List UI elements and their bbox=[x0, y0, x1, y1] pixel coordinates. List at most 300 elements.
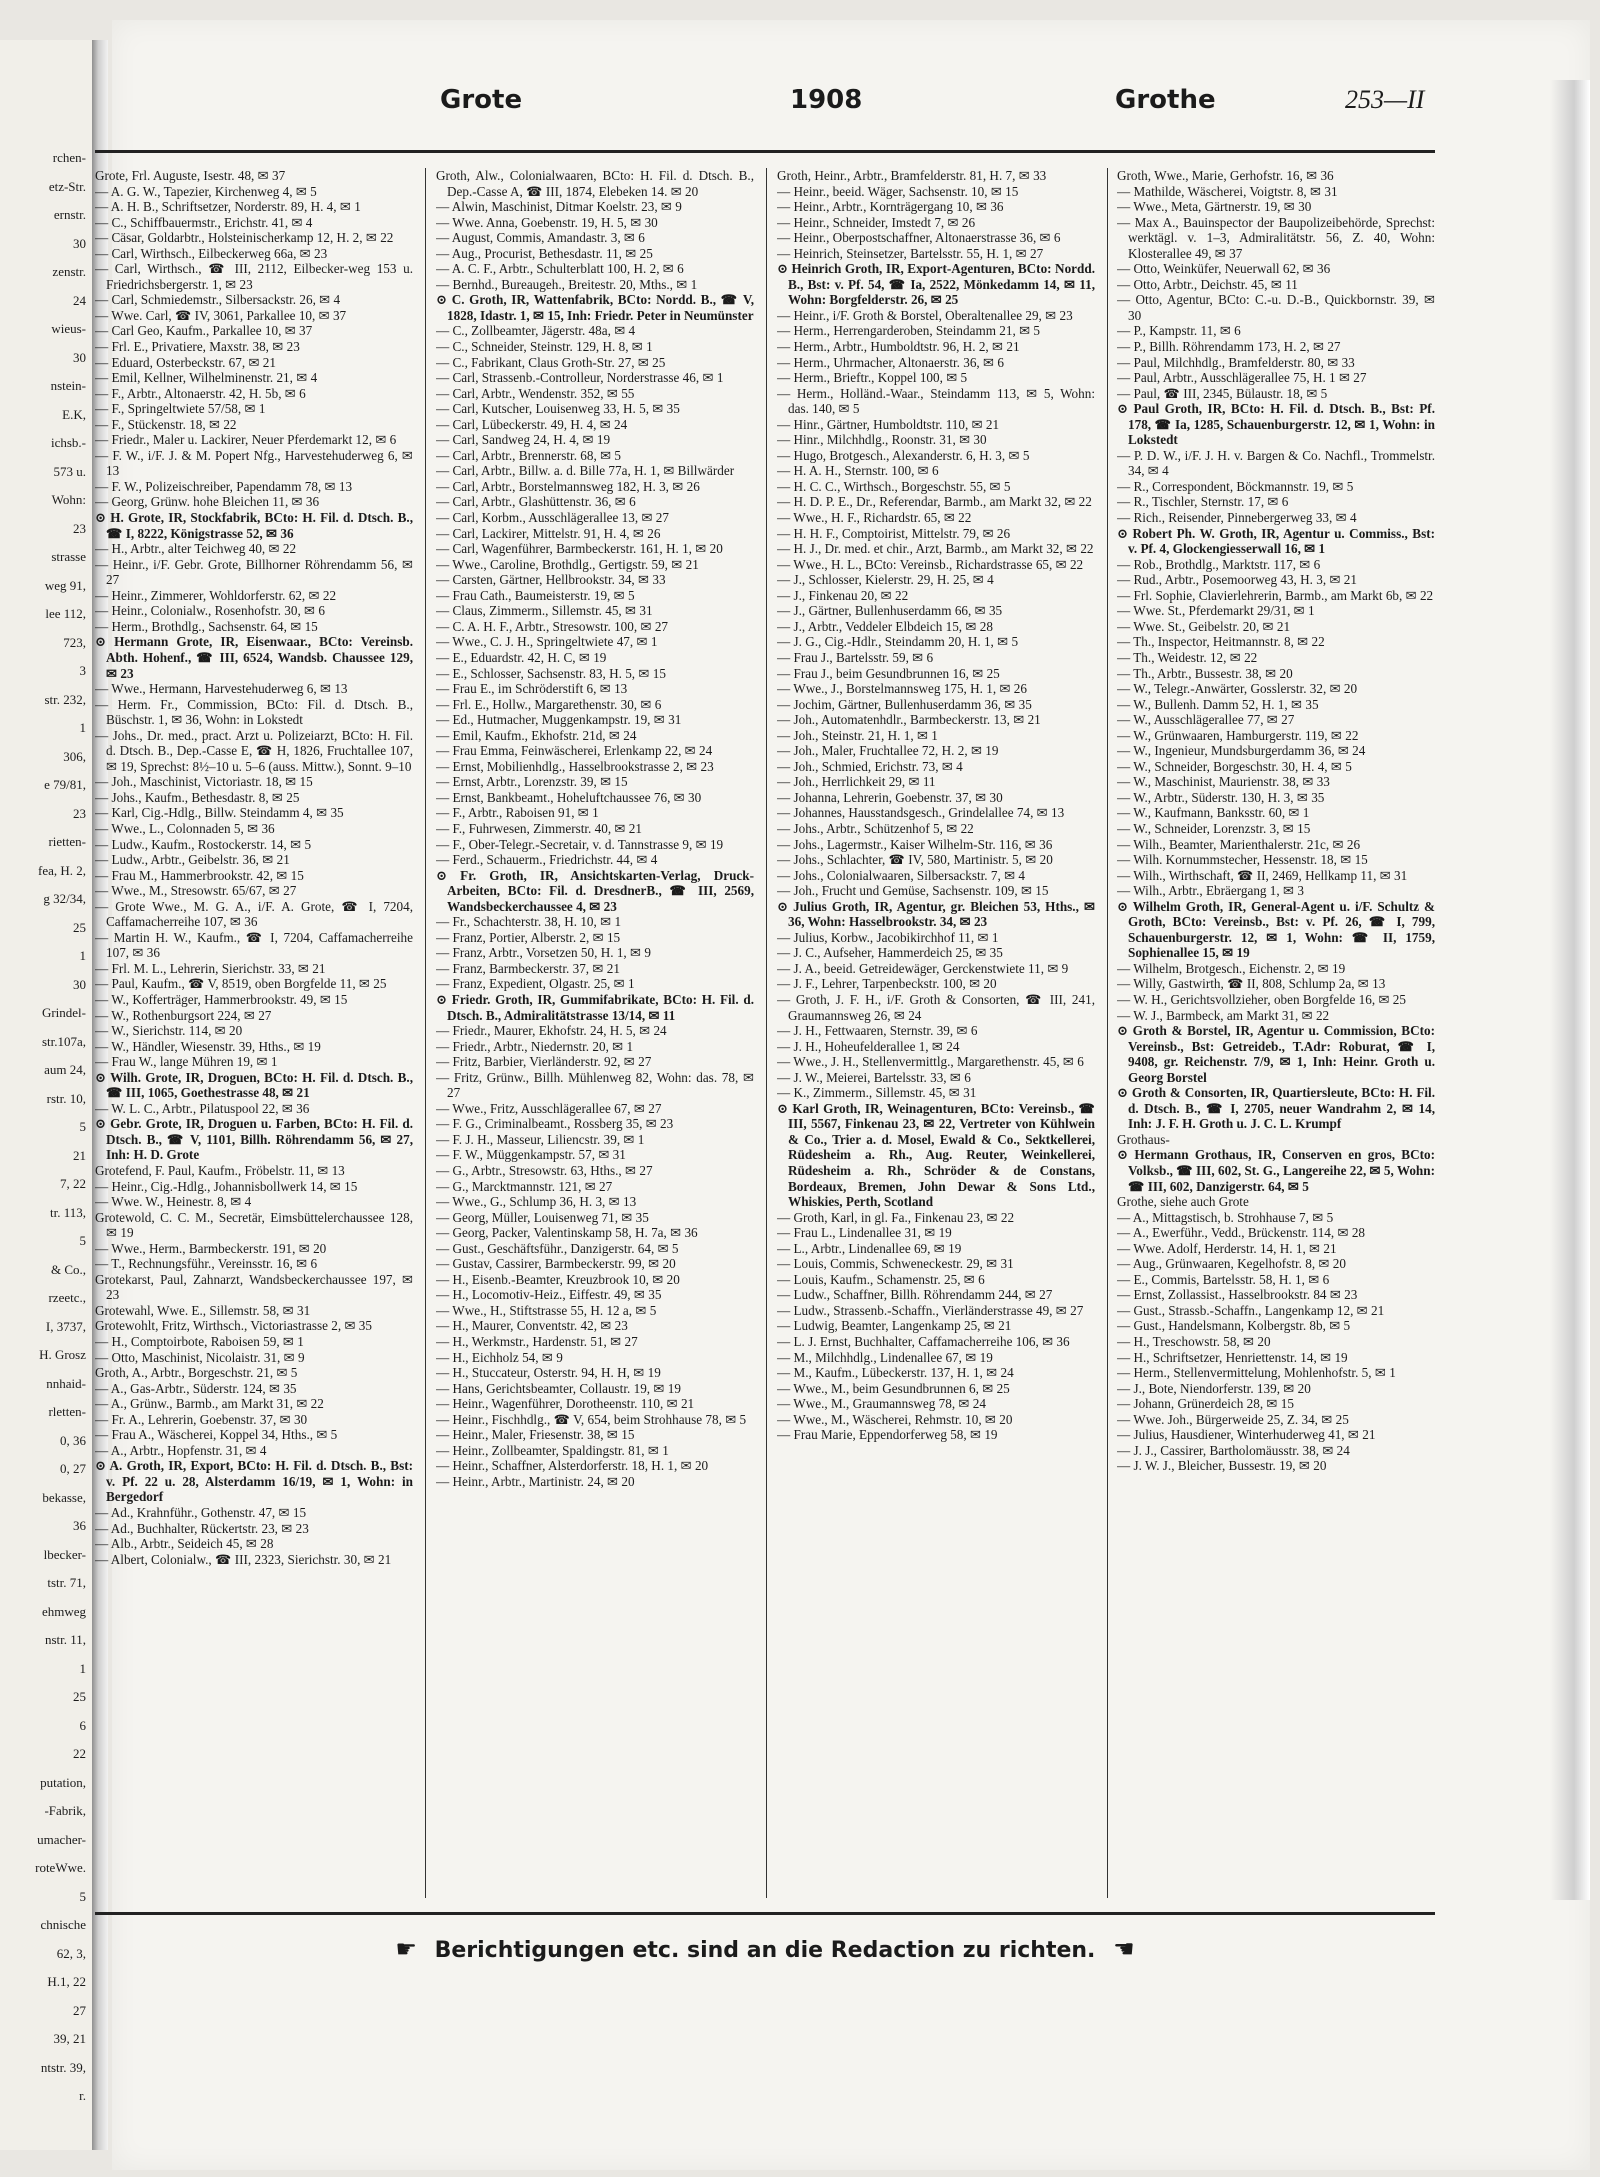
left-page-fragment: lbecker- bbox=[43, 1546, 86, 1562]
left-page-fragment: 36 bbox=[73, 1518, 86, 1533]
directory-entry: — Johs., Dr. med., pract. Arzt u. Polizeiarzt, BCto: H. Fil. d. Dtsch. B., Dep.-Casse E, ☎ H, 1826, Fruchtallee 107, ✉ 19, Sprechst: 8½–10 u. 5–6 (auss. Mittw.), Sonnt. 9–10 bbox=[95, 727, 413, 774]
directory-entry: — Albert, Colonialw., ☎ III, 2323, Sierichstr. 30, ✉ 21 bbox=[95, 1551, 392, 1567]
directory-entry: — Georg, Grünw. hohe Bleichen 11, ✉ 36 bbox=[95, 494, 320, 510]
left-page-fragment: 5 bbox=[79, 1888, 86, 1904]
directory-entry: — Ludw., Strassenb.-Schaffn., Vierländerstrasse 49, ✉ 27 bbox=[777, 1302, 1084, 1318]
directory-entry: — Aug., Grünwaaren, Kegelhofstr. 8, ✉ 20 bbox=[1117, 1256, 1346, 1272]
directory-entry: — Wwe., Meta, Gärtnerstr. 19, ✉ 30 bbox=[1117, 199, 1312, 215]
header-year: 1908 bbox=[790, 85, 863, 115]
directory-entry: — Gust., Geschäftsführ., Danzigerstr. 64, ✉ 5 bbox=[436, 1240, 679, 1256]
directory-entry: — Wwe. Adolf, Herderstr. 14, H. 1, ✉ 21 bbox=[1117, 1240, 1337, 1256]
column-divider bbox=[766, 168, 767, 1898]
directory-entry: — Martin H. W., Kaufm., ☎ I, 7204, Caffamacherreihe 107, ✉ 36 bbox=[95, 929, 413, 961]
directory-entry: — H., Maurer, Conventstr. 42, ✉ 23 bbox=[436, 1318, 628, 1334]
directory-entry: — Julius, Korbw., Jacobikirchhof 11, ✉ 1 bbox=[777, 929, 999, 945]
directory-entry: — Carl, Arbtr., Billw. a. d. Bille 77a, H. 1, ✉ Billwärder bbox=[436, 463, 735, 479]
column-3 bbox=[777, 168, 1095, 1906]
directory-entry: — H., Eichholz 54, ✉ 9 bbox=[436, 1349, 563, 1365]
directory-entry: — Carl, Lübeckerstr. 49, H. 4, ✉ 24 bbox=[436, 416, 628, 432]
directory-entry: — R., Correspondent, Böckmannstr. 19, ✉ 5 bbox=[1117, 478, 1354, 494]
directory-entry: — Wwe., L., Colonnaden 5, ✉ 36 bbox=[95, 820, 275, 836]
directory-entry: — Carl, Wagenführer, Barmbeckerstr. 161, H. 1, ✉ 20 bbox=[436, 541, 723, 557]
directory-entry: ⊙ Groth & Borstel, IR, Agentur u. Commission, BCto: Vereinsb., Bst: Getreideb., T.Adr: Roburat, ☎ I, 9408, gr. Reichenstr. 7/9, ✉ 1, Inh: Heinr. Groth u. Georg Borstel bbox=[1117, 1023, 1435, 1085]
directory-entry: — Wwe., M., Graumannsweg 78, ✉ 24 bbox=[777, 1396, 986, 1412]
directory-entry: — W., Schneider, Borgeschstr. 30, H. 4, ✉ 5 bbox=[1117, 758, 1352, 774]
directory-entry: — Th., Inspector, Heitmannstr. 8, ✉ 22 bbox=[1117, 634, 1325, 650]
directory-entry: — R., Tischler, Sternstr. 17, ✉ 6 bbox=[1117, 494, 1289, 510]
directory-entry: Grotewold, C. C. M., Secretär, Eimsbüttelerchaussee 128, ✉ 19 bbox=[95, 1209, 413, 1241]
directory-entry: — Hinr., Milchhdlg., Roonstr. 31, ✉ 30 bbox=[777, 432, 987, 448]
left-page-fragment: 23 bbox=[73, 520, 86, 536]
directory-entry: — C., Schiffbauermstr., Erichstr. 41, ✉ 4 bbox=[95, 214, 313, 230]
directory-entry: — A., Ewerführ., Vedd., Brückenstr. 114, ✉ 28 bbox=[1117, 1225, 1366, 1241]
directory-entry: — Hugo, Brotgesch., Alexanderstr. 6, H. 3, ✉ 5 bbox=[777, 447, 1030, 463]
directory-entry: — Franz, Arbtr., Vorsetzen 50, H. 1, ✉ 9 bbox=[436, 945, 651, 961]
left-page-fragment: 5 bbox=[79, 1119, 86, 1134]
directory-entry: — Frl. Sophie, Clavierlehrerin, Barmb., am Markt 6b, ✉ 22 bbox=[1117, 587, 1434, 603]
left-page-fragment: 62, 3, bbox=[56, 1945, 86, 1961]
left-page-fragment: tstr. 71, bbox=[47, 1575, 86, 1590]
directory-entry: — J. C., Aufseher, Hammerdeich 25, ✉ 35 bbox=[777, 945, 1003, 961]
directory-entry: — J., Arbtr., Veddeler Elbdeich 15, ✉ 28 bbox=[777, 618, 993, 634]
directory-entry: — W., Kofferträger, Hammerbrookstr. 49, ✉ 15 bbox=[95, 991, 348, 1007]
directory-entry: — Grote Wwe., M. G. A., i/F. A. Grote, ☎ I, 7204, Caffamacherreihe 107, ✉ 36 bbox=[95, 898, 413, 930]
directory-entry: — Johs., Colonialwaaren, Silbersackstr. 7, ✉ 4 bbox=[777, 867, 1026, 883]
directory-entry: — Franz, Portier, Alberstr. 2, ✉ 15 bbox=[436, 929, 621, 945]
directory-entry: — Johann, Grünerdeich 28, ✉ 15 bbox=[1117, 1396, 1294, 1412]
directory-entry: — Wwe., G., Schlump 36, H. 3, ✉ 13 bbox=[436, 1194, 637, 1210]
directory-entry: — K., Zimmerm., Sillemstr. 45, ✉ 31 bbox=[777, 1085, 977, 1101]
left-page-fragment: strasse bbox=[51, 549, 86, 564]
directory-entry: — Wwe., Fritz, Ausschlägerallee 67, ✉ 27 bbox=[436, 1100, 662, 1116]
directory-entry: — A., Mittagstisch, b. Strohhause 7, ✉ 5 bbox=[1117, 1209, 1334, 1225]
footer-notice bbox=[95, 1935, 1435, 1963]
directory-entry: — Herm., Herrengarderoben, Steindamm 21, ✉ 5 bbox=[777, 323, 1041, 339]
directory-entry: — H., Arbtr., alter Teichweg 40, ✉ 22 bbox=[95, 541, 297, 557]
left-page-fragment: nnhaid- bbox=[46, 1375, 86, 1391]
pointing-hand-right-icon: ☛ bbox=[395, 1935, 417, 1963]
directory-entry: — Wwe., H. L., BCto: Vereinsb., Richardstrasse 65, ✉ 22 bbox=[777, 556, 1084, 572]
directory-entry: — Rob., Brothdlg., Marktstr. 117, ✉ 6 bbox=[1117, 556, 1321, 572]
directory-entry: — Joh., Herrlichkeit 29, ✉ 11 bbox=[777, 774, 936, 790]
directory-entry: — L., Arbtr., Lindenallee 69, ✉ 19 bbox=[777, 1240, 962, 1256]
directory-entry: — Bernhd., Bureaugeh., Breitestr. 20, Mths., ✉ 1 bbox=[436, 276, 698, 292]
left-page-fragment: H. Grosz bbox=[39, 1347, 86, 1362]
directory-entry: — E., Commis, Bartelsstr. 58, H. 1, ✉ 6 bbox=[1117, 1271, 1330, 1287]
left-page-fragment: 24 bbox=[73, 292, 86, 308]
directory-entry: — J. A., beeid. Getreidewäger, Gerckenstwiete 11, ✉ 9 bbox=[777, 960, 1069, 976]
left-page-fragment: aum 24, bbox=[44, 1062, 86, 1077]
directory-entry: — Ferd., Schauerm., Friedrichstr. 44, ✉ 4 bbox=[436, 852, 658, 868]
directory-entry: — Wwe. St., Pferdemarkt 29/31, ✉ 1 bbox=[1117, 603, 1315, 619]
directory-entry: ⊙ Wilh. Grote, IR, Droguen, BCto: H. Fil. d. Dtsch. B., ☎ III, 1065, Goethestrasse 48, ✉ 21 bbox=[95, 1069, 413, 1101]
directory-entry: ⊙ Hermann Grothaus, IR, Conserven en gros, BCto: Volksb., ☎ III, 602, St. G., Langereihe 22, ✉ 5, Wohn: ☎ III, 602, Danzigerstr. 64, ✉ 5 bbox=[1117, 1147, 1435, 1194]
directory-entry: — W., Telegr.-Anwärter, Gosslerstr. 32, ✉ 20 bbox=[1117, 681, 1358, 697]
directory-entry: — Alb., Arbtr., Seideich 45, ✉ 28 bbox=[95, 1536, 274, 1552]
directory-entry: — Jochim, Gärtner, Bullenhuserdamm 36, ✉ 35 bbox=[777, 696, 1032, 712]
left-page-fragment: 6 bbox=[79, 1717, 86, 1733]
directory-entry: — Johs., Arbtr., Schützenhof 5, ✉ 22 bbox=[777, 820, 974, 836]
directory-entry: — Friedr., Arbtr., Niedernstr. 20, ✉ 1 bbox=[436, 1038, 634, 1054]
directory-entry: — Gustav, Cassirer, Barmbeckerstr. 99, ✉ 20 bbox=[436, 1256, 676, 1272]
header-right-keyword: Grothe bbox=[1115, 85, 1216, 115]
left-page-fragment: rchen- bbox=[52, 150, 86, 165]
directory-entry: — Heinr., i/F. Groth & Borstel, Oberaltenallee 29, ✉ 23 bbox=[777, 307, 1073, 323]
left-page-fragment: 30 bbox=[73, 349, 86, 365]
left-page-fragment: wieus- bbox=[51, 321, 86, 336]
left-page-fragment: weg 91, bbox=[44, 577, 86, 593]
directory-entry: — Frl. M. L., Lehrerin, Sierichstr. 33, ✉ 21 bbox=[95, 960, 326, 976]
directory-entry: — W., Maschinist, Maurienstr. 38, ✉ 33 bbox=[1117, 774, 1330, 790]
directory-entry: — Fritz, Barbier, Vierländerstr. 92, ✉ 27 bbox=[436, 1054, 652, 1070]
directory-entry: — Ernst, Bankbeamt., Hoheluftchaussee 76, ✉ 30 bbox=[436, 789, 702, 805]
directory-entry: — F. W., i/F. J. & M. Popert Nfg., Harvestehuderweg 6, ✉ 13 bbox=[95, 447, 413, 479]
directory-entry: — Otto, Agentur, BCto: C.-u. D.-B., Quickbornstr. 39, ✉ 30 bbox=[1117, 292, 1435, 323]
directory-entry: — H., Locomotiv-Heiz., Eiffestr. 49, ✉ 35 bbox=[436, 1287, 662, 1303]
left-page-fragment: ichsb.- bbox=[50, 435, 86, 450]
left-page-fragment: 21 bbox=[73, 1147, 86, 1163]
directory-entry: — Georg, Packer, Valentinskamp 58, H. 7a, ✉ 36 bbox=[436, 1225, 698, 1241]
directory-entry: — A., Arbtr., Hopfenstr. 31, ✉ 4 bbox=[95, 1442, 267, 1458]
directory-entry: — F., Stückenstr. 18, ✉ 22 bbox=[95, 416, 237, 432]
directory-entry: — Joh., Schmied, Erichstr. 73, ✉ 4 bbox=[777, 758, 963, 774]
directory-entry: — Joh., Automatenhdlr., Barmbeckerstr. 13, ✉ 21 bbox=[777, 712, 1041, 728]
directory-entry: — M., Milchhdlg., Lindenallee 67, ✉ 19 bbox=[777, 1349, 993, 1365]
directory-entry: — Gust., Handelsmann, Kolbergstr. 8b, ✉ 5 bbox=[1117, 1318, 1351, 1334]
left-page-fragment: 1 bbox=[79, 720, 86, 735]
directory-entry: — Rich., Reisender, Pinnebergerweg 33, ✉ 4 bbox=[1117, 510, 1357, 526]
directory-entry: — Ad., Buchhalter, Rückertstr. 23, ✉ 23 bbox=[95, 1520, 309, 1536]
directory-entry: — Heinr., Zimmerer, Wohldorferstr. 62, ✉ 22 bbox=[95, 587, 337, 603]
directory-entry: — Carl, Arbtr., Brennerstr. 68, ✉ 5 bbox=[436, 447, 622, 463]
directory-entry: ⊙ Fr. Groth, IR, Ansichtskarten-Verlag, Druck-Arbeiten, BCto: Fil. d. DresdnerB., ☎ III, 2569, Wandsbeckerchaussee 4, ✉ 23 bbox=[436, 867, 754, 914]
directory-entry: — M., Kaufm., Lübeckerstr. 137, H. 1, ✉ 24 bbox=[777, 1365, 1014, 1381]
directory-entry: Groth, Heinr., Arbtr., Bramfelderstr. 81, H. 7, ✉ 33 bbox=[777, 168, 1047, 183]
pointing-hand-left-icon: ☚ bbox=[1113, 1935, 1135, 1963]
directory-entry: — Wwe., Hermann, Harvestehuderweg 6, ✉ 13 bbox=[95, 681, 348, 697]
directory-entry: — Eduard, Osterbeckstr. 67, ✉ 21 bbox=[95, 354, 276, 370]
directory-entry: — Frau J., beim Gesundbrunnen 16, ✉ 25 bbox=[777, 665, 1000, 681]
directory-entry: — Johanna, Lehrerin, Goebenstr. 37, ✉ 30 bbox=[777, 789, 1003, 805]
left-page-fragment: g 32/34, bbox=[43, 891, 86, 906]
directory-entry: ⊙ Friedr. Groth, IR, Gummifabrikate, BCto: H. Fil. d. Dtsch. B., Admiralitätstrasse 13/14, ✉ 11 bbox=[436, 991, 754, 1023]
directory-entry: — F. W., Müggenkampstr. 57, ✉ 31 bbox=[436, 1147, 626, 1163]
directory-entry: — Paul, Arbtr., Ausschlägerallee 75, H. 1 ✉ 27 bbox=[1117, 370, 1367, 386]
directory-entry: — Herm., Arbtr., Humboldtstr. 96, H. 2, ✉ 21 bbox=[777, 339, 1020, 355]
directory-entry: — Heinr., beeid. Wäger, Sachsenstr. 10, ✉ 15 bbox=[777, 183, 1019, 199]
left-page-fragment: 30 bbox=[73, 235, 86, 251]
left-page-fragment: 3 bbox=[79, 663, 86, 678]
directory-entry: ⊙ Gebr. Grote, IR, Droguen u. Farben, BCto: H. Fil. d. Dtsch. B., ☎ V, 1101, Billh. Röhrendamm 56, ✉ 27, Inh: H. D. Grote bbox=[95, 1116, 413, 1163]
directory-entry: — W., Schneider, Lorenzstr. 3, ✉ 15 bbox=[1117, 820, 1311, 836]
directory-entry: — J. W., Meierei, Bartelsstr. 33, ✉ 6 bbox=[777, 1069, 971, 1085]
left-page-fragment: 573 u. bbox=[53, 463, 86, 479]
left-page-fragment: ntstr. 39, bbox=[40, 2059, 86, 2075]
directory-entry: — H. H. F., Comptoirist, Mittelstr. 79, ✉ 26 bbox=[777, 525, 1011, 541]
directory-entry: ⊙ Robert Ph. W. Groth, IR, Agentur u. Commiss., Bst: v. Pf. 4, Glockengiesserwall 16, ✉ 1 bbox=[1117, 525, 1435, 557]
left-page-fragment: ehmweg bbox=[41, 1603, 86, 1619]
directory-entry: — Frl. E., Hollw., Margarethenstr. 30, ✉ 6 bbox=[436, 696, 662, 712]
directory-entry: — Wwe., H. F., Richardstr. 65, ✉ 22 bbox=[777, 510, 972, 526]
directory-entry: — Mathilde, Wäscherei, Voigtstr. 8, ✉ 31 bbox=[1117, 183, 1338, 199]
directory-entry: — Wwe. Carl, ☎ IV, 3061, Parkallee 10, ✉ 37 bbox=[95, 307, 347, 323]
directory-entry: ⊙ Karl Groth, IR, Weinagenturen, BCto: Vereinsb., ☎ III, 5567, Finkenau 23, ✉ 22, Vertreter von Kühlwein & Co., Trier a. d. Mosel, Ewald & Co., Sektkellerei, Rüdesheim a. Rh., Aug. Reuter, Weinkellerei, Rüdesheim a. Rh., Schröder & de Constans, Bordeaux, Bremen, John Dewar & Sons Ltd., Whiskies, Perth, Scotland bbox=[777, 1100, 1095, 1210]
directory-entry: — Heinr., Arbtr., Martinistr. 24, ✉ 20 bbox=[436, 1473, 635, 1489]
directory-entry: — Wwe. Anna, Goebenstr. 19, H. 5, ✉ 30 bbox=[436, 214, 658, 230]
directory-entry: — Joh., Maschinist, Victoriastr. 18, ✉ 15 bbox=[95, 774, 313, 790]
directory-entry: ⊙ A. Groth, IR, Export, BCto: H. Fil. d. Dtsch. B., Bst: v. Pf. 22 u. 28, Alsterdamm 16/19, ✉ 1, Wohn: in Bergedorf bbox=[95, 1458, 413, 1505]
directory-entry: — Wwe. W., Heinestr. 8, ✉ 4 bbox=[95, 1194, 252, 1210]
directory-entry: — Emil, Kaufm., Ekhofstr. 21d, ✉ 24 bbox=[436, 727, 637, 743]
left-page-fragment: nstr. 11, bbox=[44, 1632, 86, 1647]
directory-entry: — Carsten, Gärtner, Hellbrookstr. 34, ✉ 33 bbox=[436, 572, 666, 588]
directory-entry: — W., Sierichstr. 114, ✉ 20 bbox=[95, 1023, 243, 1039]
directory-entry: — J., Bote, Niendorferstr. 139, ✉ 20 bbox=[1117, 1380, 1311, 1396]
directory-entry: — Carl, Wirthsch., Eilbeckerweg 66a, ✉ 23 bbox=[95, 245, 328, 261]
directory-entry: — Groth, Karl, in gl. Fa., Finkenau 23, ✉ 22 bbox=[777, 1209, 1015, 1225]
directory-entry: — Paul, ☎ III, 2345, Bülaustr. 18, ✉ 5 bbox=[1117, 385, 1328, 401]
directory-entry: — Frau J., Bartelsstr. 59, ✉ 6 bbox=[777, 649, 934, 665]
directory-entry: — W., Händler, Wiesenstr. 39, Hths., ✉ 19 bbox=[95, 1038, 321, 1054]
directory-entry: — Gust., Strassb.-Schaffn., Langenkamp 12, ✉ 21 bbox=[1117, 1302, 1385, 1318]
directory-entry: — Frl. E., Privatiere, Maxstr. 38, ✉ 23 bbox=[95, 339, 300, 355]
directory-entry: — J. W. J., Bleicher, Bussestr. 19, ✉ 20 bbox=[1117, 1458, 1327, 1474]
directory-entry: — Th., Arbtr., Bussestr. 38, ✉ 20 bbox=[1117, 665, 1293, 681]
left-page-fragment: r. bbox=[79, 2088, 86, 2103]
directory-entry: — Heinr., Cig.-Hdlg., Johannisbollwerk 14, ✉ 15 bbox=[95, 1178, 358, 1194]
directory-entry: — Joh., Maler, Fruchtallee 72, H. 2, ✉ 19 bbox=[777, 743, 999, 759]
left-page-fragment: ernstr. bbox=[53, 207, 86, 222]
directory-entry: Grothe, siehe auch Grote bbox=[1117, 1194, 1249, 1210]
directory-entry: — Herm., Brothdlg., Sachsenstr. 64, ✉ 15 bbox=[95, 618, 318, 634]
directory-entry: — Heinr., Maler, Friesenstr. 38, ✉ 15 bbox=[436, 1427, 635, 1443]
left-page-fragment: H.1, 22 bbox=[47, 1974, 86, 1989]
directory-entry: — Carl, Arbtr., Borstelmannsweg 182, H. 3, ✉ 26 bbox=[436, 478, 700, 494]
directory-entry: — Herm., Holländ.-Waar., Steindamm 113, ✉ 5, Wohn: das. 140, ✉ 5 bbox=[777, 385, 1095, 417]
directory-entry: — Joh., Steinstr. 21, H. 1, ✉ 1 bbox=[777, 727, 938, 743]
left-page-fragment: rietten- bbox=[48, 834, 86, 849]
directory-entry: — E., Schlosser, Sachsenstr. 83, H. 5, ✉ 15 bbox=[436, 665, 666, 681]
directory-entry: — F. G., Criminalbeamt., Rossberg 35, ✉ 23 bbox=[436, 1116, 674, 1132]
directory-entry: — C., Schneider, Steinstr. 129, H. 8, ✉ 1 bbox=[436, 339, 653, 355]
directory-entry: ⊙ Hermann Grote, IR, Eisenwaar., BCto: Vereinsb. Abth. Hohenf., ☎ III, 6524, Wandsb. Chaussee 129, ✉ 23 bbox=[95, 634, 413, 681]
directory-entry: — F. W., Polizeischreiber, Papendamm 78, ✉ 13 bbox=[95, 478, 353, 494]
directory-entry: — Alwin, Maschinist, Ditmar Koelstr. 23, ✉ 9 bbox=[436, 199, 682, 215]
directory-entry: Grotewahl, Wwe. E., Sillemstr. 58, ✉ 31 bbox=[95, 1302, 311, 1318]
directory-entry: — Frau Emma, Feinwäscherei, Erlenkamp 22, ✉ 24 bbox=[436, 743, 713, 759]
directory-entry: — Heinr., Schneider, Imstedt 7, ✉ 26 bbox=[777, 214, 976, 230]
directory-entry: — Carl, Kutscher, Louisenweg 33, H. 5, ✉ 35 bbox=[436, 401, 680, 417]
directory-entry: — Ludw., Kaufm., Rostockerstr. 14, ✉ 5 bbox=[95, 836, 312, 852]
directory-entry: — P., Billh. Röhrendamm 173, H. 2, ✉ 27 bbox=[1117, 339, 1341, 355]
directory-entry: — Wwe., C. J. H., Springeltwiete 47, ✉ 1 bbox=[436, 634, 658, 650]
directory-entry: — Carl Geo, Kaufm., Parkallee 10, ✉ 37 bbox=[95, 323, 313, 339]
directory-entry: — W., Arbtr., Süderstr. 130, H. 3, ✉ 35 bbox=[1117, 789, 1325, 805]
left-page-fragment: 39, 21 bbox=[53, 2031, 86, 2046]
directory-entry: — J. H., Fettwaaren, Sternstr. 39, ✉ 6 bbox=[777, 1023, 978, 1039]
directory-entry: — W., Kaufmann, Banksstr. 60, ✉ 1 bbox=[1117, 805, 1310, 821]
directory-entry: — Ludwig, Beamter, Langenkamp 25, ✉ 21 bbox=[777, 1318, 1012, 1334]
left-page-fragment: -Fabrik, bbox=[44, 1803, 86, 1818]
left-page-fragment: 1 bbox=[79, 1660, 86, 1676]
directory-entry: Groth, Alw., Colonialwaaren, BCto: H. Fil. d. Dtsch. B., Dep.-Casse A, ☎ III, 1874, Elebeken 14. ✉ 20 bbox=[436, 168, 754, 199]
directory-entry: — P., Kampstr. 11, ✉ 6 bbox=[1117, 323, 1241, 339]
directory-entry: ⊙ Julius Groth, IR, Agentur, gr. Bleichen 53, Hths., ✉ 36, Wohn: Hasselbrookstr. 34, ✉ 23 bbox=[777, 898, 1095, 930]
directory-entry: — Frau A., Wäscherei, Koppel 34, Hths., ✉ 5 bbox=[95, 1427, 338, 1443]
directory-entry: — F. J. H., Masseur, Liliencstr. 39, ✉ 1 bbox=[436, 1131, 645, 1147]
column-2 bbox=[436, 168, 754, 1906]
directory-entry: — C. A. H. F., Arbtr., Stresowstr. 100, ✉ 27 bbox=[436, 618, 669, 634]
column-divider bbox=[1107, 168, 1108, 1898]
directory-entry: — Heinr., Oberpostschaffner, Altonaerstrasse 36, ✉ 6 bbox=[777, 230, 1061, 246]
directory-entry: — Wwe., M., beim Gesundbrunnen 6, ✉ 25 bbox=[777, 1380, 1010, 1396]
directory-entry: — Claus, Zimmerm., Sillemstr. 45, ✉ 31 bbox=[436, 603, 653, 619]
directory-entry: ⊙ H. Grote, IR, Stockfabrik, BCto: H. Fil. d. Dtsch. B., ☎ I, 8222, Königstrasse 52, ✉ 36 bbox=[95, 510, 413, 541]
left-page-fragment: str.107a, bbox=[41, 1033, 86, 1049]
directory-entry: — Carl, Arbtr., Glashüttenstr. 36, ✉ 6 bbox=[436, 494, 636, 510]
left-page-fragment: 25 bbox=[73, 919, 86, 935]
directory-entry: — W., Ingenieur, Mundsburgerdamm 36, ✉ 24 bbox=[1117, 743, 1366, 759]
directory-entry: — Wwe., H., Stiftstrasse 55, H. 12 a, ✉ 5 bbox=[436, 1302, 657, 1318]
directory-entry: — Johs., Kaufm., Bethesdastr. 8, ✉ 25 bbox=[95, 789, 300, 805]
directory-entry: — Johs., Lagermstr., Kaiser Wilhelm-Str. 116, ✉ 36 bbox=[777, 836, 1053, 852]
directory-entry: — Herm. Fr., Commission, BCto: Fil. d. Dtsch. B., Büschstr. 1, ✉ 36, Wohn: in Lokstedt bbox=[95, 696, 413, 728]
directory-entry: — W., Bullenh. Damm 52, H. 1, ✉ 35 bbox=[1117, 696, 1319, 712]
directory-entry: Grotefend, F. Paul, Kaufm., Fröbelstr. 11, ✉ 13 bbox=[95, 1163, 345, 1178]
footer-rule bbox=[95, 1912, 1435, 1915]
directory-entry: — Heinr., Schaffner, Alsterdorferstr. 18, H. 1, ✉ 20 bbox=[436, 1458, 709, 1474]
directory-entry: Grote, Frl. Auguste, Isestr. 48, ✉ 37 bbox=[95, 168, 286, 183]
directory-entry: — J. G., Cig.-Hdlr., Steindamm 20, H. 1, ✉ 5 bbox=[777, 634, 1019, 650]
header-left-keyword: Grote bbox=[440, 85, 523, 115]
directory-entry: ⊙ Heinrich Groth, IR, Export-Agenturen, BCto: Nordd. B., Bst: v. Pf. 54, ☎ Ia, 2522, Mönkedamm 14, ✉ 11, Wohn: Borgfelderstr. 26, ✉ 25 bbox=[777, 261, 1095, 308]
directory-entry: ⊙ Wilhelm Groth, IR, General-Agent u. i/F. Schultz & Groth, BCto: Vereinsb., Bst: v. Pf. 26, ☎ I, 799, Schauenburgerstr. 12, ✉ 1, Wohn: ☎ II, 1759, Sophienallee 15, ✉ 19 bbox=[1117, 898, 1435, 961]
directory-entry: — Carl, Wirthsch., ☎ III, 2112, Eilbecker-weg 153 u. Friedrichsbergerstr. 1, ✉ 23 bbox=[95, 261, 413, 292]
directory-entry: — J. F., Lehrer, Tarpenbeckstr. 100, ✉ 20 bbox=[777, 976, 997, 992]
left-page-fragment: Wohn: bbox=[51, 492, 86, 507]
directory-entry: — Fritz, Grünw., Billh. Mühlenweg 82, Wohn: das. 78, ✉ 27 bbox=[436, 1069, 754, 1101]
directory-entry: — F., Fuhrwesen, Zimmerstr. 40, ✉ 21 bbox=[436, 820, 642, 836]
directory-entry: — Cäsar, Goldarbtr., Holsteinischerkamp 12, H. 2, ✉ 22 bbox=[95, 230, 394, 246]
left-page-fragment: umacher- bbox=[37, 1831, 86, 1847]
directory-entry: — A., Gas-Arbtr., Süderstr. 124, ✉ 35 bbox=[95, 1380, 297, 1396]
directory-entry: — Carl, Lackirer, Mittelstr. 91, H. 4, ✉ 26 bbox=[436, 525, 661, 541]
directory-entry: — Ed., Hutmacher, Muggenkampstr. 19, ✉ 31 bbox=[436, 712, 682, 728]
directory-entry: — H. J., Dr. med. et chir., Arzt, Barmb., am Markt 32, ✉ 22 bbox=[777, 541, 1094, 557]
page-edge-shadow bbox=[1550, 80, 1590, 1900]
page-number: 253—II bbox=[1345, 85, 1425, 114]
left-page-fragment: & Co., bbox=[50, 1261, 86, 1277]
left-page-fragment: 22 bbox=[73, 1746, 86, 1761]
left-page-fragment: rzeetc., bbox=[48, 1290, 86, 1305]
directory-entry: — Wwe., J. H., Stellenvermittlg., Margarethenstr. 45, ✉ 6 bbox=[777, 1054, 1084, 1070]
directory-entry: — Heinr., Colonialw., Rosenhofstr. 30, ✉ 6 bbox=[95, 603, 325, 619]
column-divider bbox=[425, 168, 426, 1898]
directory-entry: Grothaus- bbox=[1117, 1131, 1170, 1147]
left-page-fragment: I, 3737, bbox=[45, 1318, 86, 1334]
left-page-fragment: putation, bbox=[40, 1774, 86, 1790]
directory-entry: — J., Gärtner, Bullenhuserdamm 66, ✉ 35 bbox=[777, 603, 1003, 619]
directory-entry: — Friedr., Maurer, Ekhofstr. 24, H. 5, ✉ 24 bbox=[436, 1023, 667, 1039]
directory-entry: — Friedr., Maler u. Lackirer, Neuer Pferdemarkt 12, ✉ 6 bbox=[95, 432, 397, 448]
directory-entry: — Herm., Uhrmacher, Altonaerstr. 36, ✉ 6 bbox=[777, 354, 1004, 370]
directory-entry: — C., Zollbeamter, Jägerstr. 48a, ✉ 4 bbox=[436, 323, 636, 339]
directory-entry: — E., Eduardstr. 42, H. C, ✉ 19 bbox=[436, 649, 607, 665]
left-page-fragment: zenstr. bbox=[52, 264, 86, 279]
directory-entry: — H., Schriftsetzer, Henriettenstr. 14, ✉ 19 bbox=[1117, 1349, 1348, 1365]
directory-entry: — Wwe. St., Geibelstr. 20, ✉ 21 bbox=[1117, 618, 1291, 634]
directory-entry: — Wilh. Kornummstecher, Hessenstr. 18, ✉ 15 bbox=[1117, 852, 1368, 868]
directory-entry: — H., Stuccateur, Osterstr. 94, H. H, ✉ 19 bbox=[436, 1365, 661, 1381]
directory-entry: — Th., Weidestr. 12, ✉ 22 bbox=[1117, 649, 1258, 665]
directory-entry: — Wwe., M., Wäscherei, Rehmstr. 10, ✉ 20 bbox=[777, 1411, 1013, 1427]
directory-entry: — Herm., Brieftr., Koppel 100, ✉ 5 bbox=[777, 370, 968, 386]
directory-entry: — T., Rechnungsführ., Vereinsstr. 16, ✉ 6 bbox=[95, 1256, 318, 1272]
directory-entry: — Fr. A., Lehrerin, Goebenstr. 37, ✉ 30 bbox=[95, 1411, 308, 1427]
directory-entry: — C., Fabrikant, Claus Groth-Str. 27, ✉ 25 bbox=[436, 354, 666, 370]
directory-entry: — Julius, Hausdiener, Winterhuderweg 41, ✉ 21 bbox=[1117, 1427, 1376, 1443]
directory-entry: — A. G. W., Tapezier, Kirchenweg 4, ✉ 5 bbox=[95, 183, 317, 199]
directory-entry: — Otto, Weinküfer, Neuerwall 62, ✉ 36 bbox=[1117, 261, 1331, 277]
directory-entry: — Heinr., Zollbeamter, Spaldingstr. 81, ✉ 1 bbox=[436, 1442, 669, 1458]
directory-entry: — W. H., Gerichtsvollzieher, oben Borgfelde 16, ✉ 25 bbox=[1117, 991, 1406, 1007]
left-page-fragment: nstein- bbox=[50, 378, 86, 393]
directory-entry: — Louis, Commis, Schweneckestr. 29, ✉ 31 bbox=[777, 1256, 1014, 1272]
directory-entry: Grotekarst, Paul, Zahnarzt, Wandsbeckerchaussee 197, ✉ 23 bbox=[95, 1271, 413, 1303]
left-page-fragment: 7, 22 bbox=[60, 1176, 86, 1191]
directory-entry: — W., Grünwaaren, Hamburgerstr. 119, ✉ 22 bbox=[1117, 727, 1359, 743]
left-page-fragment: rletten- bbox=[48, 1404, 86, 1419]
left-page-fragment: fea, H. 2, bbox=[37, 862, 86, 878]
directory-entry: — Wwe., M., Stresowstr. 65/67, ✉ 27 bbox=[95, 883, 297, 899]
directory-entry: — Frau Marie, Eppendorferweg 58, ✉ 19 bbox=[777, 1427, 998, 1443]
directory-entry: — W. L. C., Arbtr., Pilatuspool 22, ✉ 36 bbox=[95, 1100, 310, 1116]
directory-entry: Groth, Wwe., Marie, Gerhofstr. 16, ✉ 36 bbox=[1117, 168, 1334, 183]
directory-entry: ⊙ Groth & Consorten, IR, Quartiersleute, BCto: H. Fil. d. Dtsch. B., ☎ I, 2705, neuer Wandrahm 2, ✉ 14, Inh: J. F. H. Groth u. J. C. L. Krumpf bbox=[1117, 1085, 1435, 1132]
directory-entry: — Heinr., Fischhdlg., ☎ V, 654, beim Strohhause 78, ✉ 5 bbox=[436, 1411, 747, 1427]
left-page-fragment: rstr. 10, bbox=[46, 1090, 86, 1106]
directory-entry: — H. D. P. E., Dr., Referendar, Barmb., am Markt 32, ✉ 22 bbox=[777, 494, 1092, 510]
left-page-strip bbox=[0, 40, 108, 2150]
left-page-fragment: 30 bbox=[73, 976, 86, 992]
directory-entry: — Georg, Müller, Louisenweg 71, ✉ 35 bbox=[436, 1209, 649, 1225]
directory-entry: — Emil, Kellner, Wilhelminenstr. 21, ✉ 4 bbox=[95, 370, 318, 386]
directory-entry: — Wwe., J., Borstelmannsweg 175, H. 1, ✉ 26 bbox=[777, 681, 1027, 697]
directory-entry: — F., Arbtr., Altonaerstr. 42, H. 5b, ✉ 6 bbox=[95, 385, 306, 401]
column-1 bbox=[95, 168, 413, 1906]
directory-entry: — Ernst, Mobilienhdlg., Hasselbrookstrasse 2, ✉ 23 bbox=[436, 758, 714, 774]
left-page-fragment: e 79/81, bbox=[44, 777, 86, 792]
directory-entry: — Carl, Korbm., Ausschlägerallee 13, ✉ 27 bbox=[436, 510, 669, 526]
directory-entry: — J., Schlosser, Kielerstr. 29, H. 25, ✉ 4 bbox=[777, 572, 994, 588]
directory-entry: — Wilhelm, Brotgesch., Eichenstr. 2, ✉ 19 bbox=[1117, 960, 1346, 976]
header-rule bbox=[95, 150, 1435, 153]
directory-entry: — Frau E., im Schröderstift 6, ✉ 13 bbox=[436, 681, 628, 697]
directory-entry: — Aug., Procurist, Bethesdastr. 11, ✉ 25 bbox=[436, 245, 653, 261]
directory-entry: — A. H. B., Schriftsetzer, Norderstr. 89, H. 4, ✉ 1 bbox=[95, 199, 361, 215]
left-page-fragment: lee 112, bbox=[45, 606, 86, 621]
directory-entry: — G., Marcktmannstr. 121, ✉ 27 bbox=[436, 1178, 613, 1194]
directory-entry: — Rud., Arbtr., Posemoorweg 43, H. 3, ✉ 21 bbox=[1117, 572, 1357, 588]
directory-entry: — F., Springeltwiete 57/58, ✉ 1 bbox=[95, 401, 266, 417]
directory-entry: — Otto, Maschinist, Nicolaistr. 31, ✉ 9 bbox=[95, 1349, 305, 1365]
directory-entry: Groth, A., Arbtr., Borgeschstr. 21, ✉ 5 bbox=[95, 1365, 298, 1381]
directory-entry: — A., Grünw., Barmb., am Markt 31, ✉ 22 bbox=[95, 1396, 324, 1412]
directory-entry: — Ludw., Schaffner, Billh. Röhrendamm 244, ✉ 27 bbox=[777, 1287, 1053, 1303]
directory-entry: — Franz, Expedient, Olgastr. 25, ✉ 1 bbox=[436, 976, 635, 992]
directory-entry: — Frau Cath., Baumeisterstr. 19, ✉ 5 bbox=[436, 587, 635, 603]
directory-entry: — H., Comptoirbote, Raboisen 59, ✉ 1 bbox=[95, 1334, 304, 1350]
